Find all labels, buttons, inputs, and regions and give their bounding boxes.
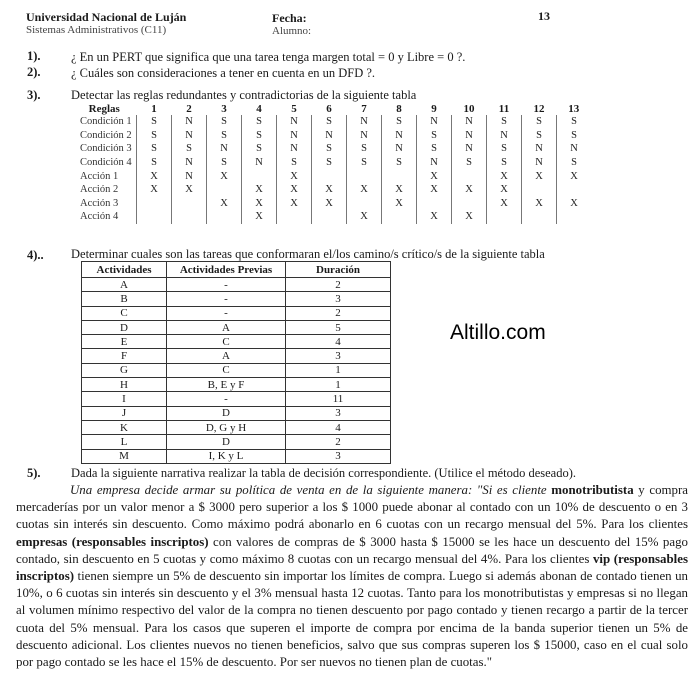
narrative-text: con valores de compras de $ 3000 hasta $ 15000 se les hace un descuento del 15% pago contado, sin descuento en 5 cuotas y como máximo 8 cuotas con un recargo mensual del 4%. Para los clientes <box>16 534 688 566</box>
activity-cell: M <box>82 449 167 463</box>
rule-cell: X <box>347 183 382 197</box>
activities-header-row <box>82 262 391 278</box>
rule-cell: S <box>312 115 347 129</box>
rule-cell: S <box>137 156 172 170</box>
rule-cell: N <box>452 129 487 143</box>
q3-number: 3). <box>27 88 41 102</box>
rule-cell: N <box>207 142 242 156</box>
rule-cell: N <box>417 115 452 129</box>
rules-row <box>72 183 591 197</box>
q5-number: 5). <box>27 466 41 480</box>
rule-cell <box>207 183 242 197</box>
rule-cell <box>242 169 277 183</box>
rule-cell: N <box>172 169 207 183</box>
narrative-text: Una empresa decide armar su política de venta en de la siguiente manera: "Si es cliente <box>70 483 552 497</box>
rule-row-label: Condición 3 <box>80 143 132 155</box>
duration-cell: 11 <box>286 392 391 406</box>
rule-column-header: 9 <box>431 102 437 115</box>
rule-row-label: Acción 1 <box>80 170 119 182</box>
rule-cell <box>522 210 557 224</box>
activity-row <box>82 406 391 420</box>
q4-text: Determinar cuales son las tareas que conformaran el/los camino/s crítico/s de la siguiente tabla <box>71 247 545 261</box>
activity-row <box>82 278 391 292</box>
rule-cell: X <box>417 210 452 224</box>
rule-cell: S <box>417 142 452 156</box>
rule-cell: N <box>347 115 382 129</box>
rule-cell: S <box>382 156 417 170</box>
rule-cell: S <box>557 115 592 129</box>
rule-column-header: 6 <box>326 102 332 115</box>
activity-row <box>82 420 391 434</box>
duration-cell: 5 <box>286 320 391 334</box>
activity-cell: A <box>82 278 167 292</box>
rule-cell <box>382 210 417 224</box>
rule-cell <box>452 169 487 183</box>
rule-cell: X <box>347 210 382 224</box>
rule-cell: X <box>242 197 277 211</box>
narrative-emphasis: empresas (responsables inscriptos) <box>16 534 209 549</box>
rules-row <box>72 210 591 224</box>
previous-activity-cell: A <box>167 320 286 334</box>
rule-cell: X <box>242 183 277 197</box>
previous-activity-cell: - <box>167 292 286 306</box>
rule-cell: X <box>277 169 312 183</box>
rules-row <box>72 197 591 211</box>
duration-cell: 3 <box>286 292 391 306</box>
university-name: Universidad Nacional de Luján <box>26 10 187 24</box>
activity-row <box>82 306 391 320</box>
rule-cell: X <box>452 210 487 224</box>
rule-column-header: 2 <box>186 102 192 115</box>
rule-row-label: Acción 3 <box>80 197 119 209</box>
rules-row <box>72 129 591 143</box>
activity-row <box>82 335 391 349</box>
activity-row <box>82 435 391 449</box>
rule-cell: N <box>312 129 347 143</box>
rule-cell: S <box>557 156 592 170</box>
rule-cell: S <box>137 115 172 129</box>
rule-cell: S <box>207 156 242 170</box>
rule-cell: N <box>382 129 417 143</box>
rule-cell: X <box>207 197 242 211</box>
rule-cell: X <box>312 183 347 197</box>
q2-text: ¿ Cuáles son consideraciones a tener en cuenta en un DFD ?. <box>71 66 376 80</box>
rule-cell: X <box>382 183 417 197</box>
rule-cell: X <box>382 197 417 211</box>
rule-cell: S <box>522 129 557 143</box>
rule-cell: X <box>312 197 347 211</box>
previous-activity-cell: C <box>167 363 286 377</box>
rule-cell <box>312 210 347 224</box>
activity-cell: L <box>82 435 167 449</box>
previous-activities-header: Actividades Previas <box>167 262 286 278</box>
rules-header-row <box>72 102 591 115</box>
rule-cell: N <box>277 129 312 143</box>
rule-cell: N <box>557 142 592 156</box>
rule-cell <box>557 183 592 197</box>
rule-column-header: 4 <box>256 102 262 115</box>
activity-cell: E <box>82 335 167 349</box>
rule-cell: X <box>417 183 452 197</box>
rule-column-header: 13 <box>568 102 580 115</box>
rule-cell: N <box>242 156 277 170</box>
rule-cell: S <box>417 129 452 143</box>
rule-cell: S <box>487 156 522 170</box>
activity-cell: K <box>82 420 167 434</box>
rule-cell: N <box>172 115 207 129</box>
rules-row <box>72 156 591 170</box>
rule-cell <box>277 210 312 224</box>
rule-cell: S <box>277 156 312 170</box>
rule-cell <box>137 210 172 224</box>
rule-row-label: Condición 2 <box>80 129 132 141</box>
rule-column-header: 3 <box>221 102 227 115</box>
rule-row-label: Acción 2 <box>80 184 119 196</box>
rule-row-label: Condición 1 <box>80 116 132 128</box>
previous-activity-cell: I, K y L <box>167 449 286 463</box>
page-number: 13 <box>538 9 550 23</box>
narrative-paragraph <box>16 482 688 671</box>
q5-text: Dada la siguiente narrativa realizar la tabla de decisión correspondiente. (Utilice el método deseado). <box>71 466 576 480</box>
rule-cell: S <box>347 142 382 156</box>
rule-cell: X <box>487 197 522 211</box>
rule-cell <box>347 197 382 211</box>
rule-column-header: 8 <box>396 102 402 115</box>
rule-row-label: Condición 4 <box>80 157 132 169</box>
rule-cell: X <box>487 183 522 197</box>
previous-activity-cell: A <box>167 349 286 363</box>
rule-cell: S <box>207 115 242 129</box>
duration-cell: 1 <box>286 363 391 377</box>
activity-row <box>82 449 391 463</box>
activity-row <box>82 378 391 392</box>
rule-cell: S <box>487 142 522 156</box>
rule-column-header: 1 <box>151 102 157 115</box>
rule-cell: N <box>452 142 487 156</box>
duration-cell: 4 <box>286 335 391 349</box>
previous-activity-cell: B, E y F <box>167 378 286 392</box>
rule-cell: S <box>347 156 382 170</box>
rule-cell <box>207 210 242 224</box>
rule-column-header: 5 <box>291 102 297 115</box>
rule-column-header: 7 <box>361 102 367 115</box>
rule-cell: X <box>522 169 557 183</box>
rules-row <box>72 169 591 183</box>
activity-cell: B <box>82 292 167 306</box>
q1-text: ¿ En un PERT que significa que una tarea tenga margen total = 0 y Libre = 0 ?. <box>71 50 466 64</box>
rules-row <box>72 142 591 156</box>
rule-column-header: 12 <box>533 102 545 115</box>
rule-cell <box>557 210 592 224</box>
rule-cell: S <box>382 115 417 129</box>
narrative-emphasis: vip (responsables inscriptos) <box>16 551 688 584</box>
rule-cell <box>452 197 487 211</box>
rule-cell <box>137 197 172 211</box>
rule-cell <box>172 210 207 224</box>
rule-cell: N <box>347 129 382 143</box>
rule-cell: S <box>557 129 592 143</box>
rules-header-label: Reglas <box>88 102 120 115</box>
activities-header: Actividades <box>82 262 167 278</box>
previous-activity-cell: D <box>167 406 286 420</box>
previous-activity-cell: - <box>167 306 286 320</box>
activity-cell: F <box>82 349 167 363</box>
rule-cell: X <box>557 169 592 183</box>
previous-activity-cell: D <box>167 435 286 449</box>
duration-cell: 4 <box>286 420 391 434</box>
q4-number: 4).. <box>27 248 44 262</box>
rule-cell: N <box>522 156 557 170</box>
rule-cell: X <box>172 183 207 197</box>
activity-cell: I <box>82 392 167 406</box>
duration-cell: 2 <box>286 306 391 320</box>
narrative-emphasis: monotributista <box>551 483 634 497</box>
rule-cell: S <box>487 115 522 129</box>
rule-cell <box>347 169 382 183</box>
activity-cell: D <box>82 320 167 334</box>
rule-cell: X <box>522 197 557 211</box>
watermark-text: Altillo.com <box>450 321 546 344</box>
previous-activity-cell: - <box>167 392 286 406</box>
rule-cell <box>382 169 417 183</box>
activity-cell: J <box>82 406 167 420</box>
rule-cell: S <box>312 142 347 156</box>
activity-row <box>82 392 391 406</box>
rule-cell: X <box>277 197 312 211</box>
alumno-label: Alumno: <box>272 25 312 37</box>
rule-cell: S <box>207 129 242 143</box>
q1-number: 1). <box>27 49 41 63</box>
rule-cell: N <box>452 115 487 129</box>
rules-table <box>72 102 591 224</box>
rule-cell: S <box>137 129 172 143</box>
rule-cell: X <box>557 197 592 211</box>
activity-cell: C <box>82 306 167 320</box>
rule-cell <box>487 210 522 224</box>
duration-cell: 3 <box>286 406 391 420</box>
rule-cell: S <box>242 115 277 129</box>
rule-cell <box>312 169 347 183</box>
rule-column-header: 10 <box>463 102 475 115</box>
activity-row <box>82 349 391 363</box>
activity-row <box>82 363 391 377</box>
rule-cell: X <box>452 183 487 197</box>
rule-cell: N <box>522 142 557 156</box>
activity-row <box>82 320 391 334</box>
rule-cell: N <box>487 129 522 143</box>
narrative-text: y compra mercaderías por un valor menor a $ 3000 pero superior a los $ 1000 puede abonar al contado con un 10% de descuento o en 3 cuotas sin interés sin descuento. Como máximo podrá abonarlo en 6 cuotas con un recargo mensual del 5%. Para los clientes <box>16 483 689 532</box>
activity-cell: H <box>82 378 167 392</box>
rule-cell: X <box>137 169 172 183</box>
duration-cell: 1 <box>286 378 391 392</box>
duration-cell: 2 <box>286 278 391 292</box>
previous-activity-cell: - <box>167 278 286 292</box>
rule-cell: X <box>487 169 522 183</box>
rule-cell <box>522 183 557 197</box>
rule-cell: S <box>242 129 277 143</box>
rule-cell <box>417 197 452 211</box>
rule-cell: N <box>417 156 452 170</box>
duration-header: Duración <box>286 262 391 278</box>
q2-number: 2). <box>27 65 41 79</box>
previous-activity-cell: D, G y H <box>167 420 286 434</box>
rule-cell: N <box>382 142 417 156</box>
rules-row <box>72 115 591 129</box>
rule-cell: X <box>137 183 172 197</box>
q3-text: Detectar las reglas redundantes y contradictorias de la siguiente tabla <box>71 88 417 102</box>
narrative-text: tienen siempre un 5% de descuento sin importar los límites de compra. Luego si además abonan de contado tienen un 10%, o 6 cuotas sin interés sin descuento y el 3% mensual hasta 12 cuotas. Tanto para los monotributistas y empresas si no llegan al volumen mínimo respectivo del valor de la compra no tienen descuento por pago contado y tienen recargo a partir de la tercer cuota del 5% mensual. Para los casos que superen el importe de compra por encima de la banda superior tienen un 5% de descuento adicional. Los clientes nuevos no tienen beneficios, salvo que sus compras superen los $ 15000, caso en el cual solo por pago contado se les hace el 15% de descuento. Por ser nuevos no tienen plan de cuotas." <box>16 569 688 670</box>
rule-cell <box>172 197 207 211</box>
rule-row-label: Acción 4 <box>80 211 119 223</box>
rule-cell: X <box>207 169 242 183</box>
rule-cell: N <box>277 142 312 156</box>
rule-cell: S <box>172 142 207 156</box>
rule-cell: S <box>242 142 277 156</box>
fecha-label: Fecha: <box>272 11 307 25</box>
rule-cell: S <box>137 142 172 156</box>
rule-cell: N <box>172 129 207 143</box>
activity-cell: G <box>82 363 167 377</box>
rule-cell: S <box>452 156 487 170</box>
rule-cell: X <box>277 183 312 197</box>
activity-row <box>82 292 391 306</box>
rule-cell: N <box>172 156 207 170</box>
duration-cell: 3 <box>286 349 391 363</box>
previous-activity-cell: C <box>167 335 286 349</box>
rule-cell: X <box>417 169 452 183</box>
duration-cell: 3 <box>286 449 391 463</box>
duration-cell: 2 <box>286 435 391 449</box>
course-name: Sistemas Administrativos (C11) <box>26 24 167 36</box>
rule-cell: S <box>312 156 347 170</box>
activities-table <box>81 261 391 464</box>
rule-cell: N <box>277 115 312 129</box>
rule-cell: X <box>242 210 277 224</box>
rule-cell: S <box>522 115 557 129</box>
rule-column-header: 11 <box>498 102 510 115</box>
